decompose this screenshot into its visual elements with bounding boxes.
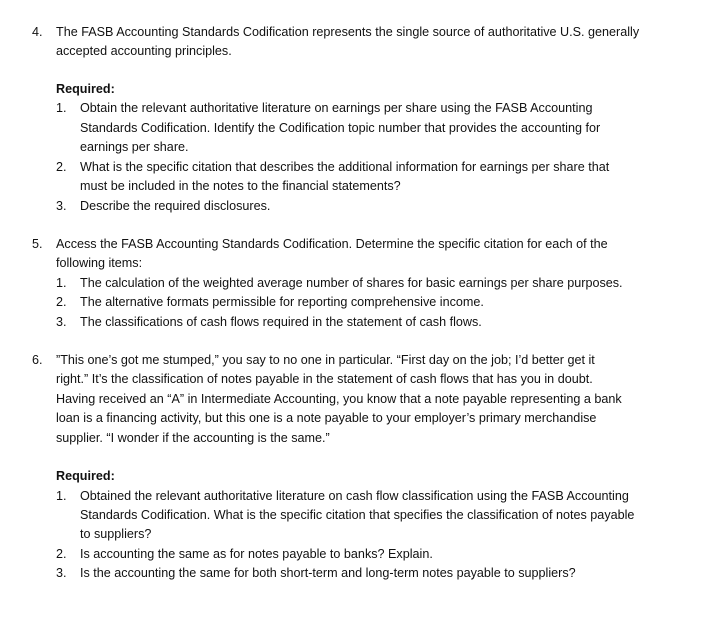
q6-item-number: 2. [56,547,67,561]
q6-text-line: ”This one’s got me stumped,” you say to no one in particular. “First day on the job; I’d better get it [56,353,595,367]
q6-item-line: Standards Codification. What is the specific citation that specifies the classification of notes payable [80,508,635,522]
q5-item-line: The calculation of the weighted average number of shares for basic earnings per share purposes. [80,276,623,290]
q4-item-line: Obtain the relevant authoritative literature on earnings per share using the FASB Accounting [80,101,593,115]
q6-item-number: 3. [56,566,67,580]
q6-text-line: loan is a financing activity, but this one is a note payable to your employer’s primary merchandise [56,411,597,425]
q6-item-line: Is accounting the same as for notes payable to banks? Explain. [80,547,433,561]
q6-number: 6. [32,353,43,367]
q5-number: 5. [32,237,43,251]
q4-item-number: 1. [56,101,67,115]
q4-item-number: 3. [56,199,67,213]
q4-item-number: 2. [56,160,67,174]
q6-item-number: 1. [56,489,67,503]
q4-text-line: The FASB Accounting Standards Codification represents the single source of authoritative U.S. generally [56,25,640,39]
q5-item-number: 3. [56,315,67,329]
q6-item-line: Is the accounting the same for both short-term and long-term notes payable to suppliers? [80,566,576,580]
q4-required-label: Required: [56,82,115,96]
q4-item-line: must be included in the notes to the financial statements? [80,179,401,193]
q5-item-number: 1. [56,276,67,290]
q4-item-line: earnings per share. [80,140,189,154]
q6-item-line: Obtained the relevant authoritative literature on cash flow classification using the FASB Accounting [80,489,629,503]
q5-text-line: Access the FASB Accounting Standards Codification. Determine the specific citation for each of the [56,237,608,251]
q6-text-line: Having received an “A” in Intermediate Accounting, you know that a note payable representing a bank [56,392,622,406]
q6-item-line: to suppliers? [80,527,152,541]
q5-item-line: The alternative formats permissible for reporting comprehensive income. [80,295,484,309]
q5-item-line: The classifications of cash flows required in the statement of cash flows. [80,315,482,329]
q4-item-line: Standards Codification. Identify the Codification topic number that provides the accounting for [80,121,601,135]
q5-text-line: following items: [56,256,143,270]
q4-item-line: Describe the required disclosures. [80,199,271,213]
q4-item-line: What is the specific citation that describes the additional information for earnings per share that [80,160,610,174]
q6-text-line: right.” It’s the classification of notes payable in the statement of cash flows that has you in doubt. [56,372,593,386]
q4-text-line: accepted accounting principles. [56,44,232,58]
q6-text-line: supplier. “I wonder if the accounting is the same.” [56,431,330,445]
q6-required-label: Required: [56,469,115,483]
q4-number: 4. [32,25,43,39]
q5-item-number: 2. [56,295,67,309]
